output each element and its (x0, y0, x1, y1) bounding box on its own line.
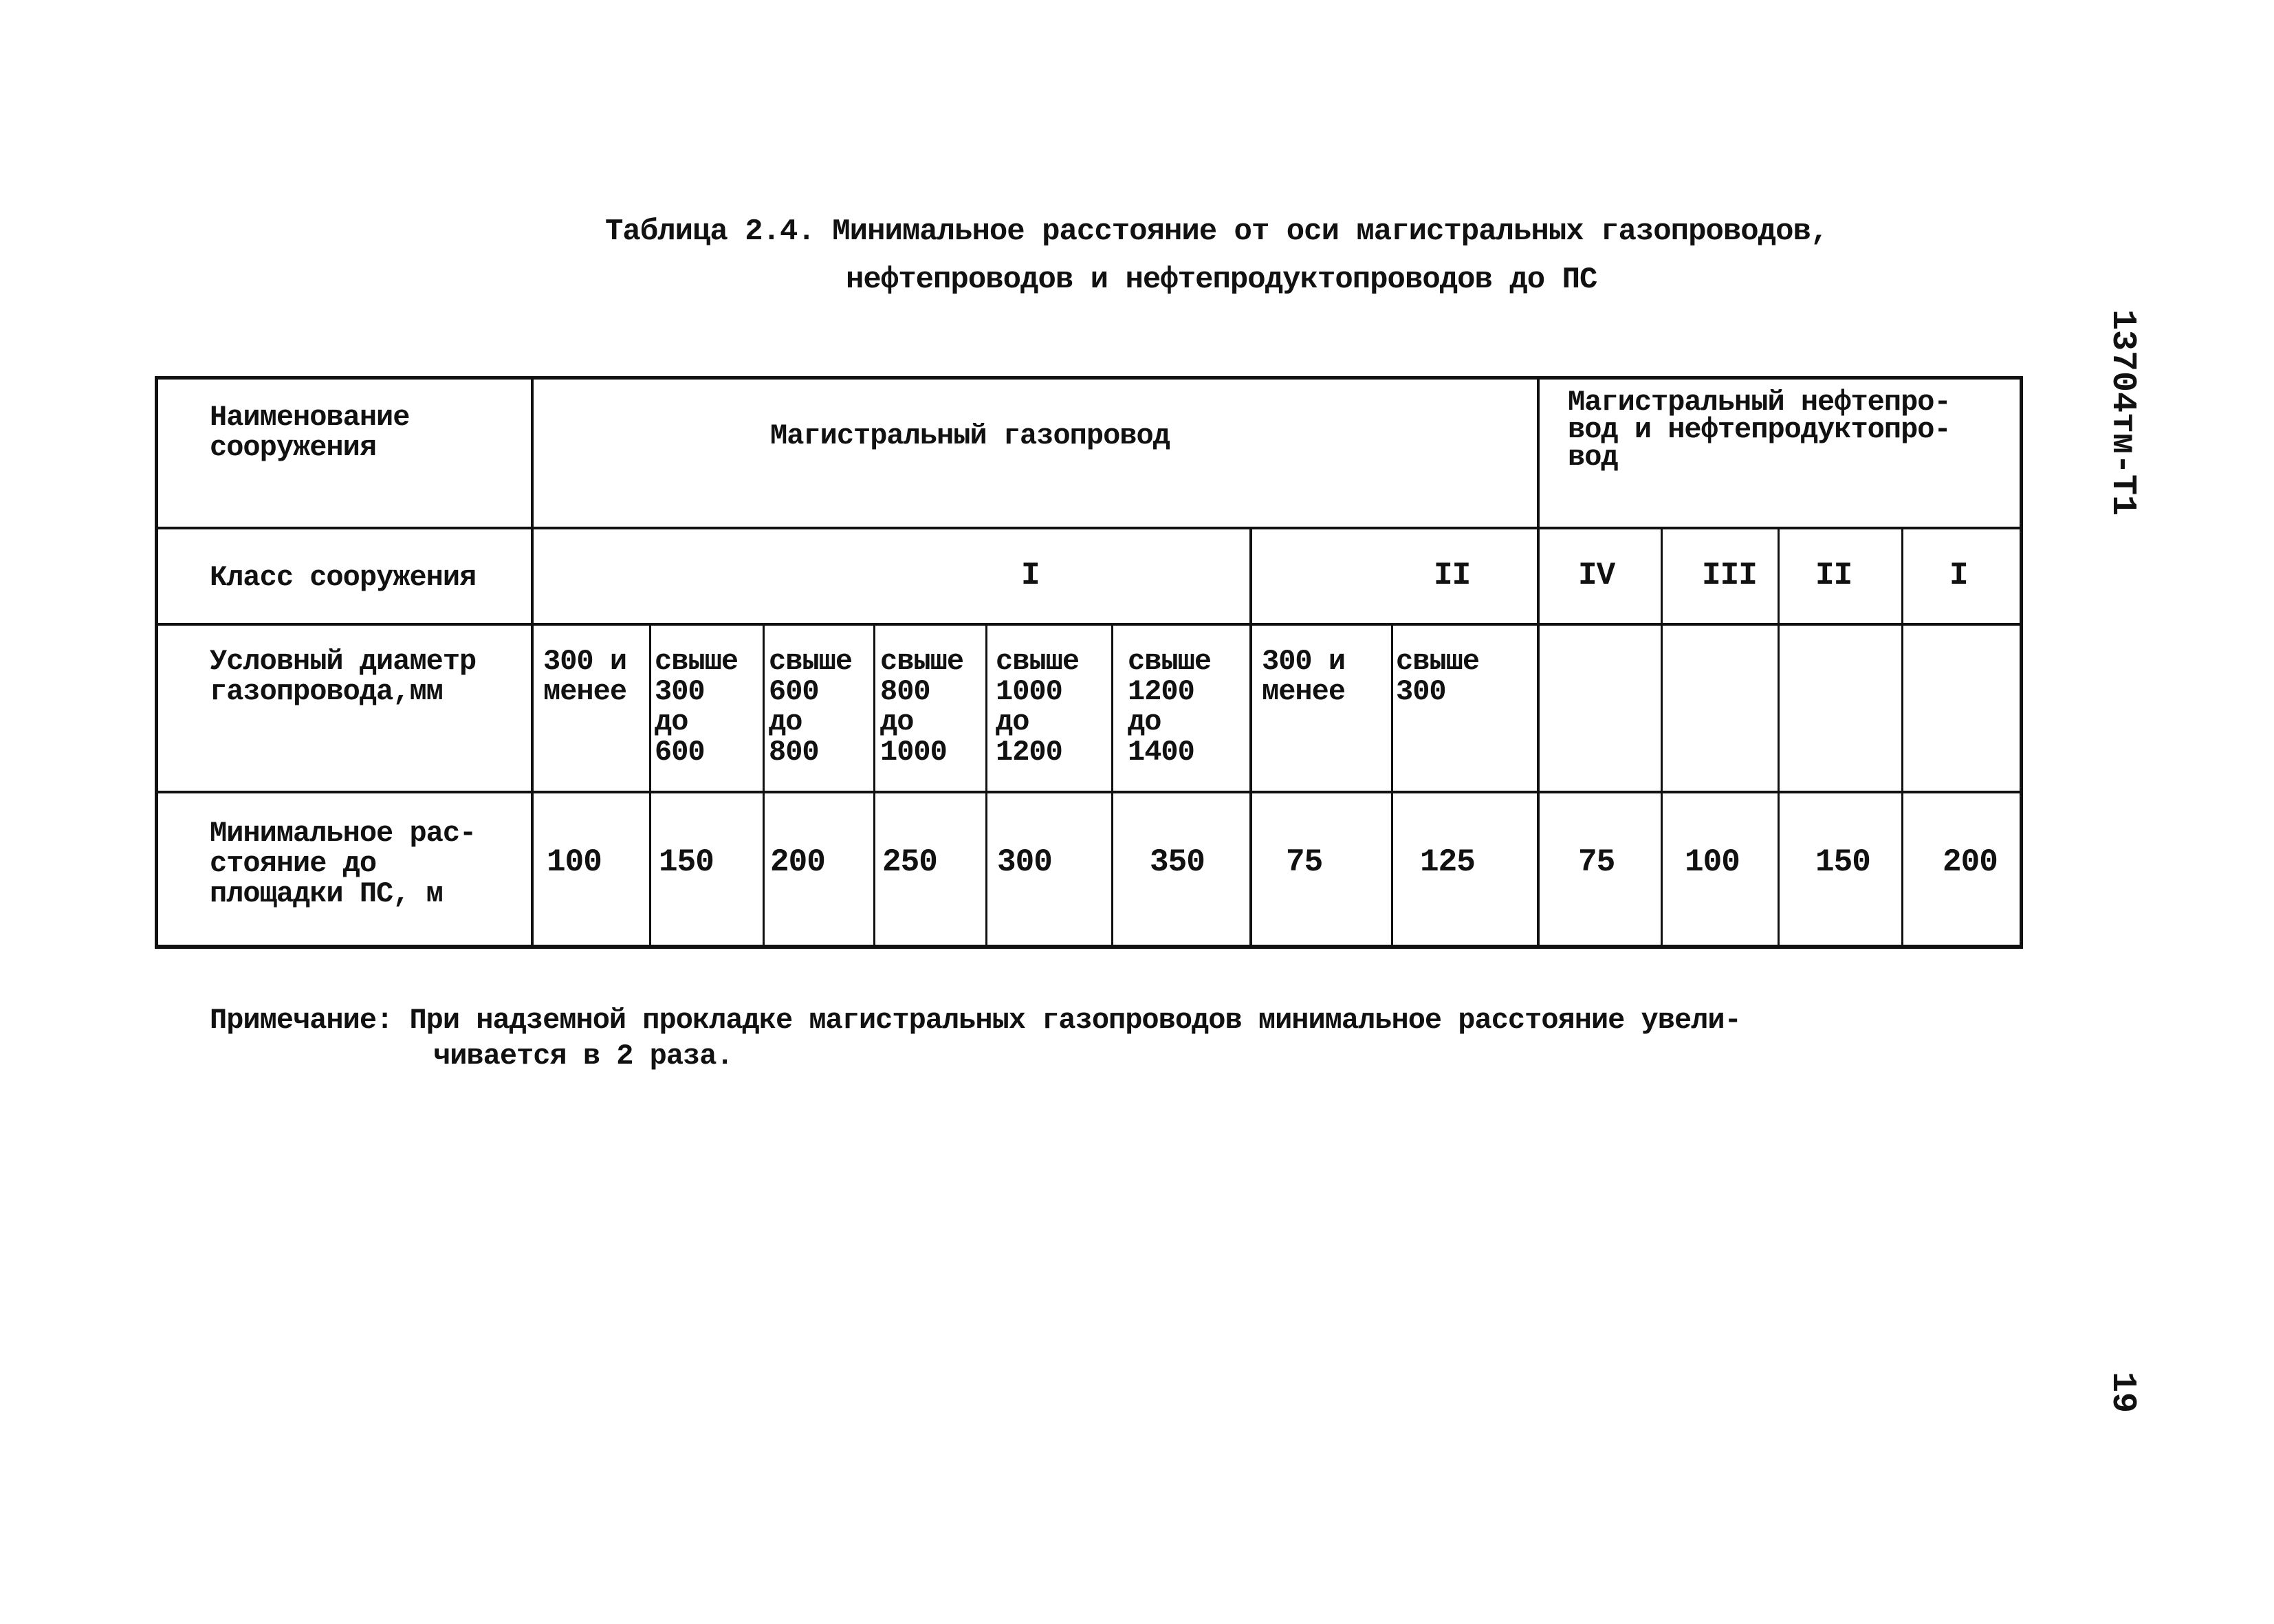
distance-cell: 350 (1150, 844, 1205, 880)
class-oil: IV (1578, 558, 1615, 593)
distance-cell: 200 (770, 844, 825, 880)
class-oil: III (1702, 558, 1757, 593)
note-line-1: Примечание: При надземной прокладке магистральных газопроводов минимальное расстояние увели- (210, 1004, 1741, 1037)
title-line-2: нефтепроводов и нефтепродуктопроводов до ПС (846, 263, 1597, 297)
header-min-distance: Минимальное рас- стояние до площадки ПС, м (210, 817, 477, 910)
class-oil: II (1815, 558, 1852, 593)
distance-cell: 150 (1815, 844, 1870, 880)
diameter-cell: свыше 600 до 800 (769, 645, 853, 769)
distance-cell: 150 (659, 844, 714, 880)
distance-cell: 100 (1685, 844, 1740, 880)
distance-cell: 75 (1578, 844, 1615, 880)
title-line-1: Таблица 2.4. Минимальное расстояние от оси магистральных газопроводов, (605, 215, 1828, 249)
document-code: 13704тм-Т1 (2103, 309, 2142, 516)
distance-cell: 200 (1943, 844, 1998, 880)
class-gas-2: II (1434, 558, 1471, 593)
distance-cell: 300 (997, 844, 1052, 880)
class-gas-1: I (1021, 558, 1040, 593)
header-structure-name: Наименование сооружения (210, 401, 410, 464)
distance-cell: 125 (1420, 844, 1475, 880)
diameter-cell: свыше 800 до 1000 (880, 645, 964, 769)
diameter-cell: свыше 1200 до 1400 (1128, 645, 1212, 769)
page-number: 19 (2103, 1372, 2142, 1414)
diameter-cell: свыше 300 до 600 (655, 645, 739, 769)
header-gas-pipeline: Магистральный газопровод (770, 419, 1170, 452)
diameter-cell: свыше 1000 до 1200 (996, 645, 1080, 769)
diameter-cell: 300 и менее (1262, 645, 1346, 708)
distance-cell: 75 (1286, 844, 1323, 880)
distance-cell: 250 (882, 844, 937, 880)
diameter-cell: 300 и менее (543, 645, 627, 708)
header-oil-pipeline: Магистральный нефтепро- вод и нефтепродуктопро- вод (1568, 386, 1951, 474)
header-structure-class: Класс сооружения (210, 561, 477, 594)
class-oil: I (1949, 558, 1968, 593)
note-line-2: чивается в 2 раза. (433, 1040, 733, 1073)
header-nominal-diameter: Условный диаметр газопровода,мм (210, 645, 477, 708)
distance-cell: 100 (547, 844, 602, 880)
diameter-cell: свыше 300 (1396, 645, 1480, 708)
